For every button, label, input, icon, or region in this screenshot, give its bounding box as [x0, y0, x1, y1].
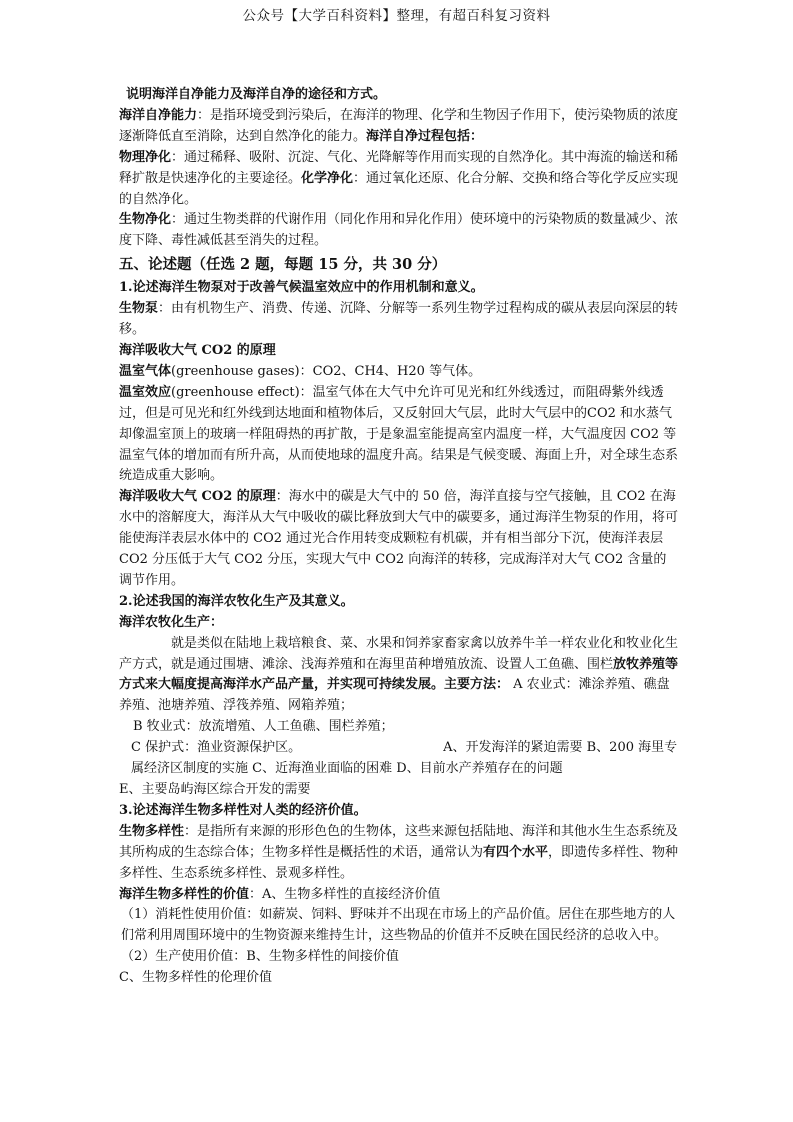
question-title: 3.论述海洋生物多样性对人类的经济价值。 — [119, 802, 367, 818]
term: 物理净化 — [119, 149, 172, 165]
definition: ：是指环境受到污染后，在海洋的物理、化学和生物因子作用下，使污染物质的浓度逐渐降低直至消除，达到自然净化的能力。 — [119, 107, 679, 144]
paragraph-bio-pump — [119, 299, 679, 341]
definition: ：通过稀释、吸附、沉淀、气化、光降解等作用而实现的自然净化。其中海流的输送和稀释扩散是快速净化的主要途径。 — [119, 149, 679, 186]
method-c: C 保护式：渔业资源保护区。 — [131, 740, 302, 756]
definition: ：是指所有来源的形形色色的生物体，这些来源包括陆地、海洋和其他水生生态系统及其所构成的生态综合体；生物多样性是概括性的术语，通常认为 — [119, 823, 679, 860]
paragraph-greenhouse-gas — [119, 362, 679, 383]
definition: ：海水中的碳是大气中的 50 倍，海洋直接与空气接触，且 CO2 在海水中的溶解度大，海洋从大气中吸收的碳比释放到大气中的碳要多，通过海洋生物泵的作用，将可能使海洋表层水体中的 CO2 通过光合作用转变成颗粒有机碳，并有相当部分下沉，使海洋表层 CO2 分压低于大气 CO2 分压，实现大气中 CO2 向海洋的转移，完成海洋对大气 CO2 含量的调节作用。 — [119, 489, 679, 588]
definition: 就是类似在陆地上栽培粮食、菜、水果和饲养家畜家禽以放养牛羊一样农业化和牧业化生产方式，就是通过围塘、滩涂、浅海养殖和在海里苗种增殖放流、设置人工鱼礁、围栏 — [119, 635, 679, 672]
paragraph-physical — [119, 148, 679, 211]
value-item-2: （2）生产使用价值：B、生物多样性的间接价值 — [121, 949, 399, 965]
paragraph-greenhouse-effect — [119, 383, 679, 488]
paragraph-value — [119, 885, 679, 906]
question-title: 1.论述海洋生物泵对于改善气候温室效应中的作用机制和意义。 — [119, 280, 484, 296]
term: 生物净化 — [119, 212, 172, 228]
section-heading: 五、论述题（任选 2 题，每题 15 分，共 30 分） — [119, 256, 447, 274]
question-title: 2.论述我国的海洋农牧化生产及其意义。 — [119, 593, 354, 609]
paragraph-biodiversity — [119, 822, 679, 885]
term: 温室气体 — [119, 363, 172, 379]
definition: ：通过生物类群的代谢作用（同化作用和异化作用）使环境中的污染物质的数量减少、浓度下降、毒性减低甚至消失的过程。 — [119, 212, 679, 249]
method-c-line — [119, 738, 679, 780]
term: 海洋吸收大气 CO2 的原理 — [119, 489, 276, 505]
value-c: C、生物多样性的伦理价值 — [119, 970, 272, 986]
definition: ，即遗传多样性、物种多样性、生态系统多样性、景观多样性。 — [119, 844, 679, 881]
term: 化学净化 — [301, 170, 354, 186]
definition: (greenhouse effect)：温室气体在大气中允许可见光和红外线透过，而阻碍紫外线透过，但是可见光和红外线到达地面和植物体后，又反射回大气层，此时大气层中的CO2 和水蒸气却像温室顶上的玻璃一样阻碍热的再扩散，于是象温室能提高室内温度一样，大气温度因 CO2 等温室气体的增加而有所升高，从而使地球的温度升高。结果是气候变暖、海面上升，对全球生态系统造成重大影响。 — [119, 384, 679, 484]
method-b: B 牧业式：放流增殖、人工鱼礁、围栏养殖； — [133, 719, 394, 735]
term: 生物多样性 — [119, 823, 185, 839]
definition: ：通过氧化还原、化合分解、交换和络合等化学反应实现的自然净化。 — [119, 170, 679, 207]
question-heading: 说明海洋自净能力及海洋自净的途径和方式。 — [126, 87, 387, 102]
sub-heading: 海洋农牧化生产： — [119, 614, 224, 630]
paragraph-self-purify — [119, 106, 679, 148]
sub-heading: 海洋吸收大气 CO2 的原理 — [119, 342, 276, 358]
definition: (greenhouse gases)：CO2、CH4、H20 等气体。 — [171, 363, 482, 379]
paragraph-mariculture — [119, 634, 679, 718]
method-a: A 农业式：滩涂养殖、礁盘养殖、池塘养殖、浮筏养殖、网箱养殖； — [119, 677, 670, 714]
paragraph-biological — [119, 210, 679, 252]
term: 温室效应 — [119, 384, 172, 400]
term: 海洋自净能力 — [119, 107, 198, 123]
value-item-1: （1）消耗性使用价值：如薪炭、饲料、野味并不出现在市场上的产品价值。居住在那些地方的人们常利用周围环境中的生物资源来维持生计，这些物品的价值并不反映在国民经济的总收入中。 — [121, 907, 676, 944]
meaning-list: A、开发海洋的紧迫需要 B、200 海里专属经济区制度的实施 C、近海渔业面临的困难 D、目前水产养殖存在的问题 — [131, 740, 678, 777]
definition-emphasis: 有四个水平 — [483, 844, 549, 860]
document-body — [119, 85, 679, 989]
meaning-e: E、主要岛屿海区综合开发的需要 — [119, 782, 311, 797]
page-header: 公众号【大学百科资料】整理，有超百科复习资料 — [242, 8, 551, 24]
definition: ：由有机物生产、消费、传递、沉降、分解等一系列生物学过程构成的碳从表层向深层的转移。 — [119, 301, 679, 338]
term: 生物泵 — [119, 301, 159, 317]
paragraph-ocean-absorb — [119, 487, 679, 592]
term: 海洋生物多样性的价值 — [119, 886, 250, 902]
definition-emphasis: 放牧养殖等方式来大幅度提高海洋水产品产量，并实现可持续发展。主要方法： — [119, 656, 679, 693]
term: 海洋自净过程包括： — [366, 128, 484, 144]
definition: ：A、生物多样性的直接经济价值 — [249, 886, 441, 902]
